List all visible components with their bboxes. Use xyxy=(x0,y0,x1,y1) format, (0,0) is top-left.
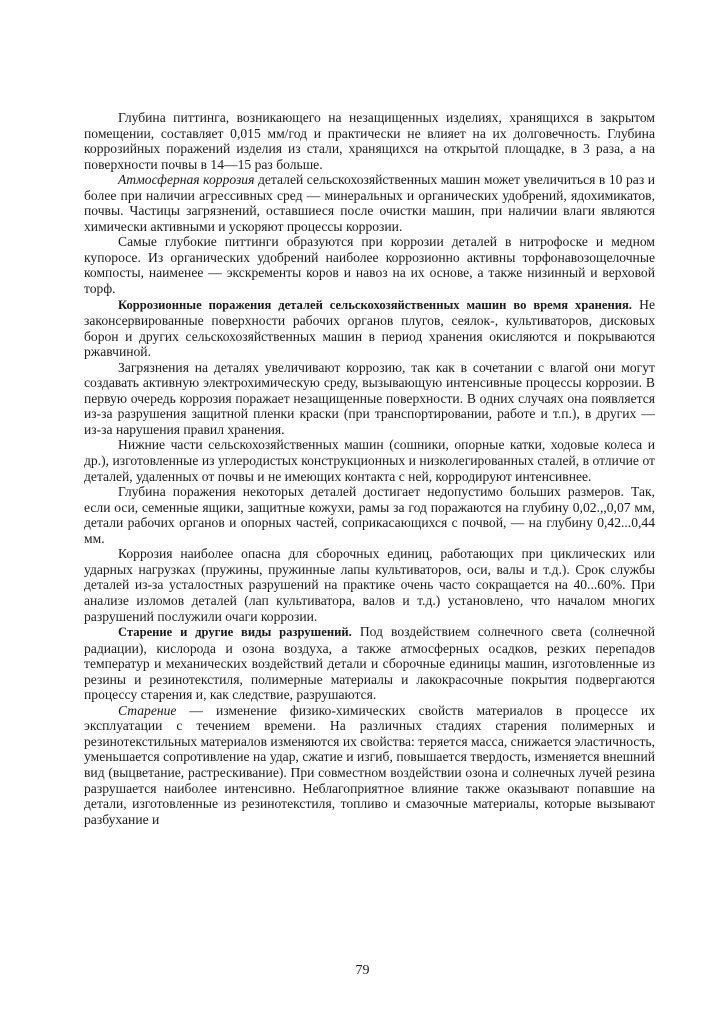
paragraph-text: деталей сельскохозяйственных машин может увеличиться в 10 раз и более при наличии агрессивных сред — минеральных и органических удобрений, ядохимикатов, почвы. Частицы загрязнений, оставшиеся после очистки машин, при наличии влаги являются химически активными и ускоряют процессы коррозии. xyxy=(84,172,656,234)
paragraph-assembly-units xyxy=(84,546,655,624)
paragraph-text: Глубина питтинга, возникающего на незащищенных изделиях, хранящихся в закрытом помещении, составляет 0,015 мм/год и практически не влияет на их долговечность. Глубина коррозийных поражений изделия из стали, хранящихся на открытой площадке, в 3 раза, а на поверхности почвы в 14—15 раз больше. xyxy=(84,110,655,172)
term-atmospheric-corrosion: Атмосферная коррозия xyxy=(118,172,255,188)
paragraph-lower-parts xyxy=(84,437,655,484)
paragraph-text: Под воздействием солнечного света (солнечной радиации), кислорода и озона воздуха, а также атмосферных осадков, резких перепадов температур и механических воздействий детали и сборочные единицы машин, изготовленные из резины и резинотекстиля, полимерные материалы и лакокрасочные покрытия подвергаются процессу старения и, как следствие, разрушаются. xyxy=(84,624,655,703)
page-number: 79 xyxy=(355,963,370,978)
term-aging: Старение xyxy=(118,702,177,718)
body-text xyxy=(84,110,655,827)
paragraph-text: Не законсервированные поверхности рабочих органов плугов, сеялок-, культиваторов, дисковых борон и других сельскохозяйственных машин в период хранения окисляются и покрываются ржавчиной. xyxy=(84,296,656,360)
paragraph-atmospheric-corrosion xyxy=(84,172,655,234)
paragraph-aging-definition xyxy=(84,703,655,827)
heading-aging: Старение и другие виды разрушений. xyxy=(118,625,352,640)
paragraph-contamination xyxy=(84,360,655,438)
heading-storage-corrosion: Коррозионные поражения деталей сельскохозяйственных машин во время хранения. xyxy=(118,297,632,312)
paragraph-pitting-depth xyxy=(84,110,655,172)
paragraph-text: Нижние части сельскохозяйственных машин (сошники, опорные катки, ходовые колеса и др.), изготовленные из углеродистых конструкционных и низколегированных сталей, в отличие от деталей, удаленных от почвы и не имеющих контакта с ней, корродируют интенсивнее. xyxy=(84,437,655,484)
paragraph-text: Глубина поражения некоторых деталей достигает недопустимо больших размеров. Так, если оси, семенные ящики, защитные кожухи, рамы за год поражаются на глубину 0,02.,,0,07 мм, детали рабочих органов и опорных частей, соприкасающихся с почвой, — на глубину 0,42...0,44 мм. xyxy=(84,484,655,546)
paragraph-text: Загрязнения на деталях увеличивают коррозию, так как в сочетании с влагой они могут создавать активную электрохимическую среду, вызывающую интенсивные процессы коррозии. В первую очередь коррозия поражает незащищенные поверхности. В одних случаях она появляется из-за разрушения защитной пленки краски (при транспортировании, работе и т.п.), в других — из-за нарушения правил хранения. xyxy=(84,359,655,437)
paragraph-aging-destruction xyxy=(84,624,655,703)
paragraph-text: — изменение физико-химических свойств материалов в процессе их эксплуатации с течением времени. На различных стадиях старения полимерных и резинотекстильных материалов изменяются их свойства: теряется масса, снижается эластичность, уменьшается сопротивление на удар, сжатие и изгиб, повышается твердость, изменяется внешний вид (выцветание, растрескивание). При совместном воздействии озона и солнечных лучей резина разрушается наиболее интенсивно. Неблагоприятное влияние также оказывают попавшие на детали, изготовленные из резинотекстиля, топливо и смазочные материалы, которые вызывают разбухание и xyxy=(84,702,655,827)
paragraph-text: Самые глубокие питтинги образуются при коррозии деталей в нитрофоске и медном купоросе. Из органических удобрений наиболее коррозионно активны торфонавозощелочные компосты, наименее — экскременты коров и навоз на их основе, а также низинный и верховой торф. xyxy=(84,234,655,297)
paragraph-storage-corrosion xyxy=(84,297,655,360)
paragraph-damage-depth xyxy=(84,484,655,546)
paragraph-deep-pitting xyxy=(84,234,655,296)
paragraph-text: Коррозия наиболее опасна для сборочных единиц, работающих при циклических или ударных нагрузках (пружины, пружинные лапы культиваторов, оси, валы и т.д.). Срок службы деталей из-за усталостных разрушений на практике очень часто сокращается на 40...60%. При анализе изломов деталей (лап культиватора, валов и т.д.) установлено, что началом многих разрушений послужили очаги коррозии. xyxy=(84,546,655,624)
